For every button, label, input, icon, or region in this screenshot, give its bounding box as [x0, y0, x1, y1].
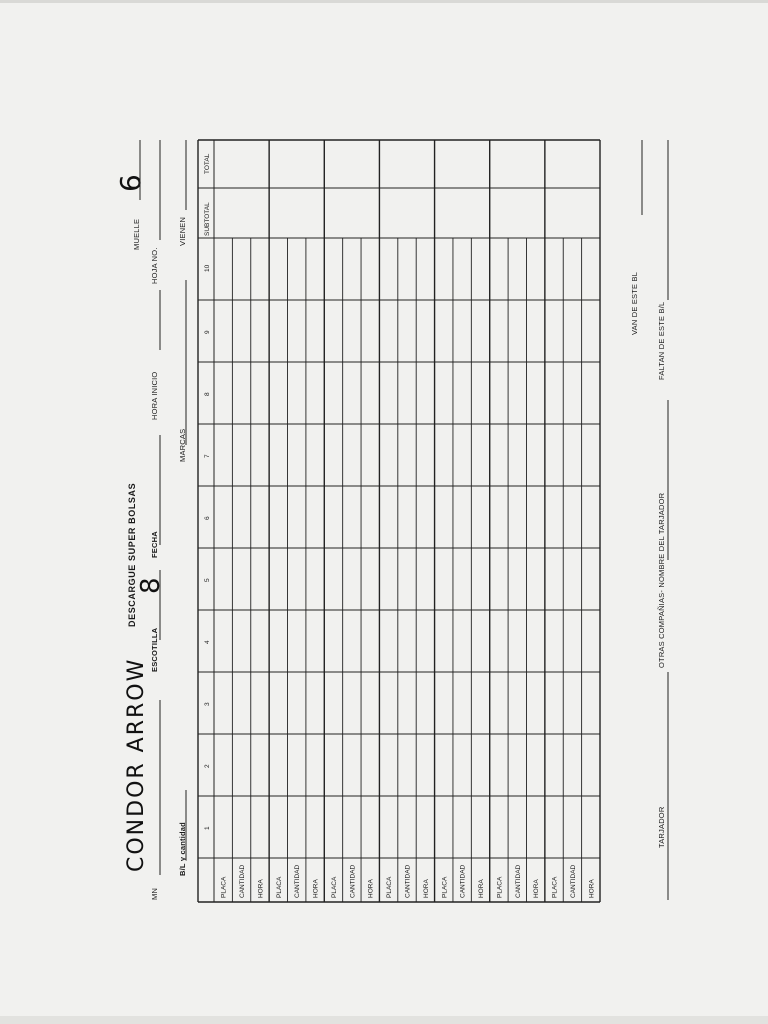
muelle-value-handwritten: 6: [114, 172, 147, 192]
row-label-hora-3: HORA: [367, 879, 375, 898]
vienen-label: VIENEN: [178, 216, 187, 246]
column-header-8: 8: [204, 392, 211, 396]
faltan-de-este-bl-label: FALTAN DE ESTE B/L: [657, 301, 666, 380]
row-label-cantidad-2: CANTIDAD: [294, 864, 302, 898]
hora-inicio-label: HORA INICIO: [150, 371, 159, 420]
row-label-hora-1: HORA: [257, 879, 265, 898]
row-label-hora-7: HORA: [588, 879, 596, 898]
muelle-label: MUELLE: [132, 218, 141, 250]
bl-label: B/L y cantidad: [178, 822, 187, 876]
row-label-placa-5: PLACA: [441, 876, 449, 898]
row-label-placa-7: PLACA: [551, 876, 559, 898]
row-label-cantidad-1: CANTIDAD: [239, 864, 247, 898]
row-label-placa-6: PLACA: [496, 876, 504, 898]
mn-value-handwritten: CONDOR ARROW: [124, 657, 149, 872]
column-header-7: 7: [204, 454, 211, 458]
form-title: DESCARGUE SUPER BOLSAS: [127, 482, 137, 627]
van-de-este-bl-label: VAN DE ESTE BL: [630, 271, 639, 335]
row-label-cantidad-3: CANTIDAD: [349, 864, 357, 898]
column-header-5: 5: [204, 578, 211, 582]
row-label-hora-2: HORA: [312, 879, 320, 898]
marcas-label: MARCAS: [178, 428, 187, 462]
column-header-4: 4: [204, 640, 211, 644]
column-header-2: 2: [204, 764, 211, 768]
column-header-9: 9: [204, 330, 211, 334]
subtotal-header: SUBTOTAL: [204, 202, 211, 236]
escotilla-label: ESCOTILLA: [150, 627, 159, 672]
column-header-3: 3: [204, 702, 211, 706]
row-label-hora-6: HORA: [533, 879, 541, 898]
column-header-6: 6: [204, 516, 211, 520]
row-label-cantidad-4: CANTIDAD: [404, 864, 412, 898]
row-label-hora-5: HORA: [478, 879, 486, 898]
row-label-cantidad-6: CANTIDAD: [514, 864, 522, 898]
column-header-1: 1: [204, 826, 211, 830]
fecha-label: FECHA: [150, 531, 159, 558]
total-header: TOTAL: [204, 153, 211, 174]
row-label-placa-3: PLACA: [330, 876, 338, 898]
row-label-placa-1: PLACA: [220, 876, 228, 898]
row-label-placa-2: PLACA: [275, 876, 283, 898]
escotilla-value-handwritten: 8: [136, 575, 166, 594]
row-label-cantidad-7: CANTIDAD: [569, 864, 577, 898]
row-label-hora-4: HORA: [422, 879, 430, 898]
hoja-label: HOJA NO.: [150, 247, 159, 284]
otras-companias-label: OTRAS COMPAÑIAS- NOMBRE DEL TARJADOR: [657, 492, 666, 668]
tarjador-label: TARJADOR: [657, 806, 666, 848]
column-header-10: 10: [204, 264, 211, 272]
row-label-cantidad-5: CANTIDAD: [459, 864, 467, 898]
mn-label: MN: [150, 887, 159, 900]
row-label-placa-4: PLACA: [386, 876, 394, 898]
